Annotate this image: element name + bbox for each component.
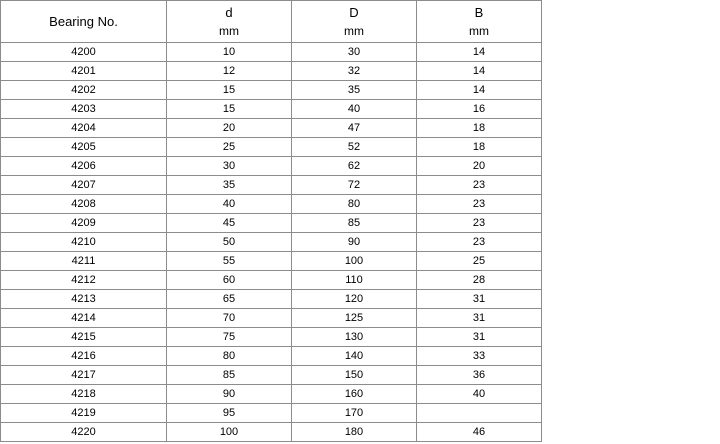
table-row: [1, 366, 542, 385]
header-B-symbol: B: [474, 4, 484, 20]
cell-bearing-no: 4219: [1, 404, 167, 423]
table-row: [1, 271, 542, 290]
cell-inner-diameter: 65: [167, 290, 292, 309]
cell-outer-diameter: 47: [292, 119, 417, 138]
table-row: [1, 119, 542, 138]
cell-width: 14: [417, 62, 542, 81]
cell-bearing-no: 4208: [1, 195, 167, 214]
cell-outer-diameter: 100: [292, 252, 417, 271]
cell-inner-diameter: 50: [167, 233, 292, 252]
cell-bearing-no: 4216: [1, 347, 167, 366]
cell-outer-diameter: 40: [292, 100, 417, 119]
header-D-unit: mm: [344, 23, 364, 38]
table-header: [1, 1, 542, 43]
table-row: [1, 404, 542, 423]
cell-width: 40: [417, 385, 542, 404]
cell-inner-diameter: 40: [167, 195, 292, 214]
table-row: [1, 309, 542, 328]
header-row: [1, 1, 542, 43]
cell-width: 28: [417, 271, 542, 290]
cell-bearing-no: 4209: [1, 214, 167, 233]
cell-width: [417, 404, 542, 423]
header-outer-diameter: [292, 1, 417, 43]
cell-outer-diameter: 180: [292, 423, 417, 442]
cell-bearing-no: 4218: [1, 385, 167, 404]
cell-outer-diameter: 140: [292, 347, 417, 366]
cell-inner-diameter: 10: [167, 43, 292, 62]
cell-bearing-no: 4207: [1, 176, 167, 195]
cell-inner-diameter: 25: [167, 138, 292, 157]
cell-bearing-no: 4200: [1, 43, 167, 62]
cell-width: 33: [417, 347, 542, 366]
table-row: [1, 252, 542, 271]
table-row: [1, 233, 542, 252]
cell-inner-diameter: 12: [167, 62, 292, 81]
header-bearing-no: Bearing No.: [1, 1, 167, 43]
cell-outer-diameter: 80: [292, 195, 417, 214]
cell-inner-diameter: 100: [167, 423, 292, 442]
cell-outer-diameter: 110: [292, 271, 417, 290]
table-body: [1, 43, 542, 442]
table-row: [1, 214, 542, 233]
cell-bearing-no: 4211: [1, 252, 167, 271]
cell-inner-diameter: 75: [167, 328, 292, 347]
cell-width: 25: [417, 252, 542, 271]
cell-width: 23: [417, 195, 542, 214]
table-row: [1, 423, 542, 442]
cell-bearing-no: 4202: [1, 81, 167, 100]
table-row: [1, 43, 542, 62]
cell-outer-diameter: 35: [292, 81, 417, 100]
header-B-unit: mm: [469, 23, 489, 38]
header-d-symbol: d: [225, 4, 233, 20]
cell-bearing-no: 4217: [1, 366, 167, 385]
cell-bearing-no: 4205: [1, 138, 167, 157]
cell-width: 20: [417, 157, 542, 176]
cell-width: 14: [417, 81, 542, 100]
cell-inner-diameter: 70: [167, 309, 292, 328]
cell-bearing-no: 4204: [1, 119, 167, 138]
cell-width: 23: [417, 176, 542, 195]
cell-inner-diameter: 60: [167, 271, 292, 290]
header-d-unit: mm: [219, 23, 239, 38]
cell-inner-diameter: 30: [167, 157, 292, 176]
cell-outer-diameter: 160: [292, 385, 417, 404]
cell-bearing-no: 4212: [1, 271, 167, 290]
cell-width: 46: [417, 423, 542, 442]
cell-outer-diameter: 90: [292, 233, 417, 252]
cell-bearing-no: 4215: [1, 328, 167, 347]
cell-outer-diameter: 62: [292, 157, 417, 176]
table-row: [1, 195, 542, 214]
cell-outer-diameter: 150: [292, 366, 417, 385]
cell-inner-diameter: 80: [167, 347, 292, 366]
table-row: [1, 100, 542, 119]
header-inner-diameter: [167, 1, 292, 43]
cell-bearing-no: 4201: [1, 62, 167, 81]
cell-outer-diameter: 30: [292, 43, 417, 62]
cell-inner-diameter: 55: [167, 252, 292, 271]
cell-outer-diameter: 52: [292, 138, 417, 157]
cell-width: 36: [417, 366, 542, 385]
table-row: [1, 385, 542, 404]
cell-width: 18: [417, 138, 542, 157]
table-row: [1, 138, 542, 157]
cell-bearing-no: 4213: [1, 290, 167, 309]
cell-inner-diameter: 95: [167, 404, 292, 423]
cell-width: 16: [417, 100, 542, 119]
cell-inner-diameter: 20: [167, 119, 292, 138]
cell-outer-diameter: 125: [292, 309, 417, 328]
cell-outer-diameter: 85: [292, 214, 417, 233]
cell-outer-diameter: 170: [292, 404, 417, 423]
cell-outer-diameter: 32: [292, 62, 417, 81]
cell-width: 14: [417, 43, 542, 62]
cell-bearing-no: 4214: [1, 309, 167, 328]
table-row: [1, 328, 542, 347]
cell-bearing-no: 4206: [1, 157, 167, 176]
table-row: [1, 176, 542, 195]
table-row: [1, 290, 542, 309]
cell-inner-diameter: 15: [167, 100, 292, 119]
header-width: [417, 1, 542, 43]
cell-outer-diameter: 130: [292, 328, 417, 347]
cell-outer-diameter: 120: [292, 290, 417, 309]
cell-width: 23: [417, 214, 542, 233]
cell-inner-diameter: 90: [167, 385, 292, 404]
cell-inner-diameter: 85: [167, 366, 292, 385]
cell-bearing-no: 4210: [1, 233, 167, 252]
table-row: [1, 81, 542, 100]
table-row: [1, 347, 542, 366]
cell-outer-diameter: 72: [292, 176, 417, 195]
cell-width: 31: [417, 309, 542, 328]
cell-inner-diameter: 15: [167, 81, 292, 100]
cell-width: 31: [417, 290, 542, 309]
cell-width: 31: [417, 328, 542, 347]
table-row: [1, 157, 542, 176]
cell-width: 18: [417, 119, 542, 138]
cell-bearing-no: 4220: [1, 423, 167, 442]
cell-width: 23: [417, 233, 542, 252]
cell-inner-diameter: 35: [167, 176, 292, 195]
cell-inner-diameter: 45: [167, 214, 292, 233]
table-row: [1, 62, 542, 81]
cell-bearing-no: 4203: [1, 100, 167, 119]
header-D-symbol: D: [349, 4, 359, 20]
